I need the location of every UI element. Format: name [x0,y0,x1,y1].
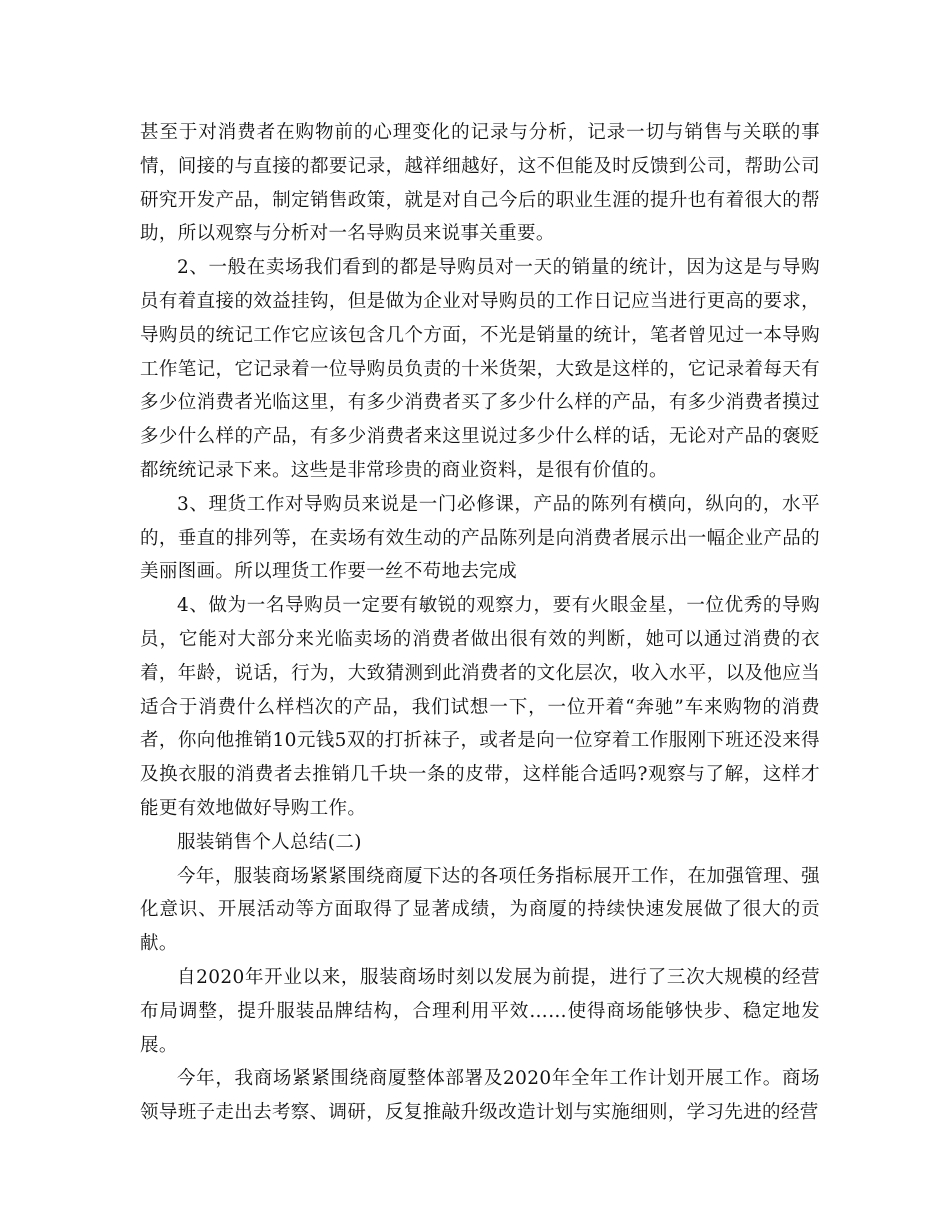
paragraph-3: 3、理货工作对导购员来说是一门必修课，产品的陈列有横向，纵向的，水平的，垂直的排列等，在卖场有效生动的产品陈列是向消费者展示出一幅企业产品的美丽图画。所以理货工作要一丝不苟地去完成 [140,493,820,583]
paragraph-5: 今年，服装商场紧紧围绕商厦下达的各项任务指标展开工作，在加强管理、强化意识、开展活动等方面取得了显著成绩，为商厦的持续快速发展做了很大的贡献。 [140,865,820,955]
paragraph-4: 4、做为一名导购员一定要有敏锐的观察力，要有火眼金星，一位优秀的导购员，它能对大部分来光临卖场的消费者做出很有效的判断，她可以通过消费的衣着，年龄，说话，行为，大致猜测到此消费者的文化层次，收入水平，以及他应当适合于消费什么样档次的产品，我们试想一下，一位开着“奔驰”车来购物的消费者，你向他推销10元钱5双的打折袜子，或者是向一位穿着工作服刚下班还没来得及换衣服的消费者去推销几千块一条的皮带，这样能合适吗?观察与了解，这样才能更有效地做好导购工作。 [140,595,820,819]
paragraph-6: 自2020年开业以来，服装商场时刻以发展为前提，进行了三次大规模的经营布局调整，提升服装品牌结构，合理利用平效……使得商场能够快步、稳定地发展。 [140,966,820,1056]
section-heading: 服装销售个人总结(二) [177,831,362,853]
paragraph-2: 2、一般在卖场我们看到的都是导购员对一天的销量的统计，因为这是与导购员有着直接的效益挂钩，但是做为企业对导购员的工作日记应当进行更高的要求，导购员的统记工作它应该包含几个方面，不光是销量的统计，笔者曾见过一本导购工作笔记，它记录着一位导购员负责的十米货架，大致是这样的，它记录着每天有多少位消费者光临这里，有多少消费者买了多少什么样的产品，有多少消费者摸过多少什么样的产品，有多少消费者来这里说过多少什么样的话，无论对产品的褒贬都统统记录下来。这些是非常珍贵的商业资料，是很有价值的。 [140,257,820,481]
paragraph-7: 今年，我商场紧紧围绕商厦整体部署及2020年全年工作计划开展工作。商场领导班子走出去考察、调研，反复推敲升级改造计划与实施细则，学习先进的经营 [140,1068,820,1124]
document-body [140,116,820,1130]
paragraph-1: 甚至于对消费者在购物前的心理变化的记录与分析，记录一切与销售与关联的事情，间接的与直接的都要记录，越祥细越好，这不但能及时反馈到公司，帮助公司研究开发产品，制定销售政策，就是对自己今后的职业生涯的提升也有着很大的帮助，所以观察与分析对一名导购员来说事关重要。 [140,122,820,245]
